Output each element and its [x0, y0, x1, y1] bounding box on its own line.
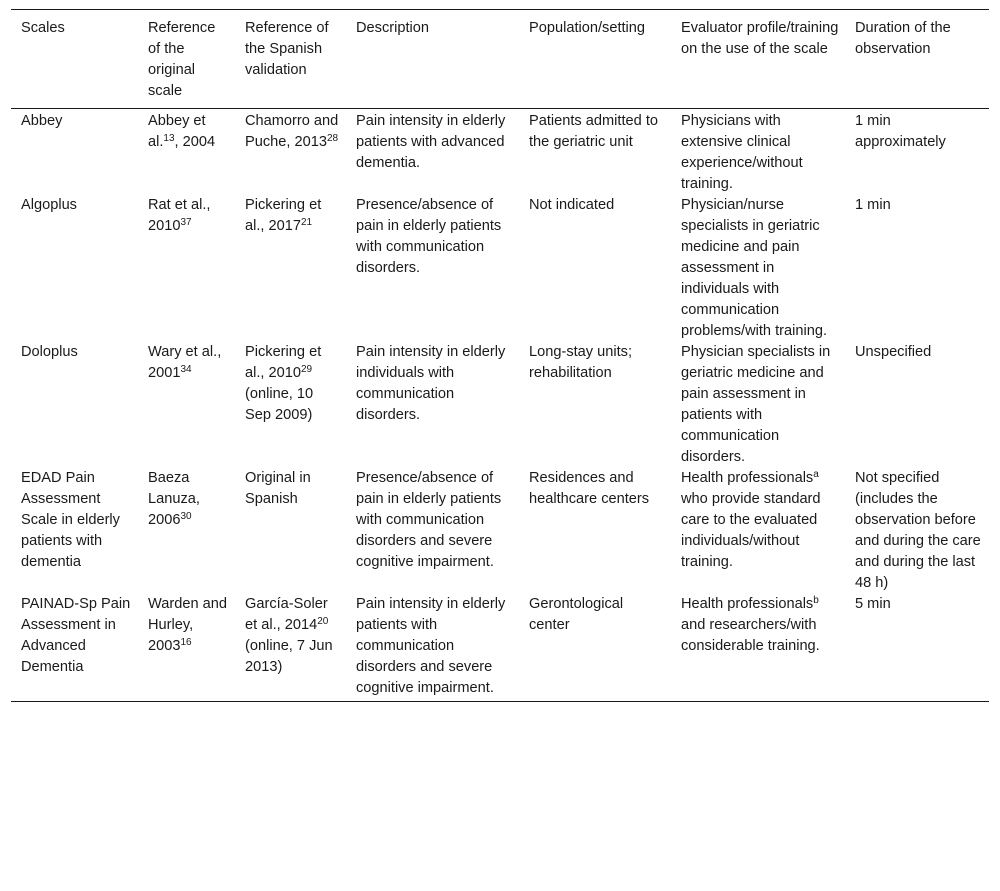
- scales-table-container: [11, 9, 989, 702]
- evaluator-cell: [671, 342, 845, 468]
- evaluator-cell: [671, 594, 845, 702]
- evaluator-cell-text: Health professionals: [681, 470, 814, 486]
- spanish-reference-cell: [235, 468, 346, 594]
- population-cell: Long-stay units; rehabilitation: [529, 344, 633, 381]
- spanish-reference-cell-text: García-Soler et al., 2014: [245, 596, 328, 633]
- evaluator-cell: [671, 195, 845, 342]
- original-reference-cell-text: Rat et al., 2010: [148, 197, 211, 234]
- duration-cell: 1 min: [855, 197, 891, 213]
- description-cell: Pain intensity in elderly individuals with communication disorders.: [356, 344, 506, 423]
- spanish-reference-cell-superscript: 20: [317, 616, 329, 627]
- original-reference-cell-text: Abbey et al.: [148, 113, 206, 150]
- original-reference-cell: [138, 594, 235, 702]
- original-reference-cell-superscript: 16: [180, 637, 192, 648]
- header-original-reference: Reference of the original scale: [138, 10, 235, 109]
- original-reference-cell: [138, 342, 235, 468]
- spanish-reference-cell: [235, 342, 346, 468]
- header-scales: Scales: [11, 10, 138, 109]
- description-cell: Pain intensity in elderly patients with communication disorders and severe cognitive impairment.: [346, 594, 519, 702]
- table-row: [11, 468, 989, 594]
- population-cell: Residences and healthcare centers: [529, 470, 650, 507]
- spanish-reference-cell-text: Chamorro and Puche, 2013: [245, 113, 339, 150]
- evaluator-cell-superscript: a: [813, 469, 819, 480]
- evaluator-cell-suffix: who provide standard care to the evaluated individuals/without training.: [681, 491, 821, 570]
- table-row: [11, 109, 989, 196]
- evaluator-cell-text: Health professionals: [681, 596, 814, 612]
- table-body: [11, 109, 989, 702]
- table-header: [11, 10, 989, 109]
- original-reference-cell-superscript: 13: [163, 133, 175, 144]
- spanish-reference-cell: [235, 109, 346, 196]
- spanish-reference-cell-text: Pickering et al., 2010: [245, 344, 322, 381]
- original-reference-cell-text: Warden and Hurley, 2003: [148, 596, 227, 654]
- original-reference-cell-superscript: 37: [180, 217, 192, 228]
- duration-cell: 5 min: [845, 594, 989, 702]
- duration-cell: Not specified (includes the observation before and during the care and during the last 48 h): [855, 470, 981, 591]
- table-row: [11, 594, 989, 702]
- scale-name-cell: Algoplus: [21, 197, 77, 213]
- evaluator-cell-text: Physicians with extensive clinical experience/without training.: [681, 113, 803, 192]
- spanish-reference-cell-suffix: (online, 7 Jun 2013): [245, 638, 333, 675]
- header-evaluator: Evaluator profile/training on the use of the scale: [671, 10, 845, 109]
- original-reference-cell: [138, 195, 235, 342]
- evaluator-cell-text: Physician specialists in geriatric medicine and pain assessment in patients with communication disorders.: [681, 344, 831, 465]
- spanish-reference-cell-superscript: 21: [301, 217, 313, 228]
- evaluator-cell-superscript: b: [813, 595, 819, 606]
- spanish-reference-cell-text: Pickering et al., 2017: [245, 197, 322, 234]
- scale-name-cell: EDAD Pain Assessment Scale in elderly patients with dementia: [21, 470, 120, 570]
- spanish-reference-cell-text: Original in Spanish: [245, 470, 311, 507]
- original-reference-cell: [138, 468, 235, 594]
- header-description: Description: [346, 10, 519, 109]
- population-cell: Patients admitted to the geriatric unit: [529, 113, 658, 150]
- spanish-reference-cell: [235, 594, 346, 702]
- spanish-reference-cell-superscript: 28: [326, 133, 339, 144]
- table-row: [11, 342, 989, 468]
- description-cell: Presence/absence of pain in elderly patients with communication disorders.: [356, 197, 502, 276]
- table-row: [11, 195, 989, 342]
- spanish-reference-cell: [235, 195, 346, 342]
- scale-name-cell: PAINAD-Sp Pain Assessment in Advanced Dementia: [11, 594, 138, 702]
- description-cell: Pain intensity in elderly patients with advanced dementia.: [356, 113, 506, 171]
- evaluator-cell-text: Physician/nurse specialists in geriatric medicine and pain assessment in individuals with communication problems/with training.: [681, 197, 828, 339]
- population-cell: Gerontological center: [519, 594, 671, 702]
- original-reference-cell-text: Baeza Lanuza, 2006: [148, 470, 200, 528]
- spanish-reference-cell-superscript: 29: [301, 364, 313, 375]
- original-reference-cell-text: Wary et al., 2001: [148, 344, 222, 381]
- spanish-reference-cell-suffix: (online, 10 Sep 2009): [245, 386, 314, 423]
- evaluator-cell: [671, 109, 845, 196]
- header-spanish-reference: Reference of the Spanish validation: [235, 10, 346, 109]
- original-reference-cell-suffix: , 2004: [174, 134, 216, 150]
- description-cell: Presence/absence of pain in elderly patients with communication disorders and severe cognitive impairment.: [356, 470, 502, 570]
- evaluator-cell: [671, 468, 845, 594]
- original-reference-cell: [138, 109, 235, 196]
- duration-cell: Unspecified: [855, 344, 932, 360]
- pain-scales-table: [11, 9, 989, 702]
- scale-name-cell: Abbey: [21, 113, 63, 129]
- original-reference-cell-superscript: 30: [180, 511, 192, 522]
- population-cell: Not indicated: [529, 197, 615, 213]
- evaluator-cell-suffix: and researchers/with considerable training.: [681, 617, 820, 654]
- header-population: Population/setting: [519, 10, 671, 109]
- header-duration: Duration of the observation: [845, 10, 989, 109]
- original-reference-cell-superscript: 34: [180, 364, 192, 375]
- header-row: [11, 10, 989, 109]
- duration-cell: 1 min approximately: [855, 113, 946, 150]
- scale-name-cell: Doloplus: [21, 344, 78, 360]
